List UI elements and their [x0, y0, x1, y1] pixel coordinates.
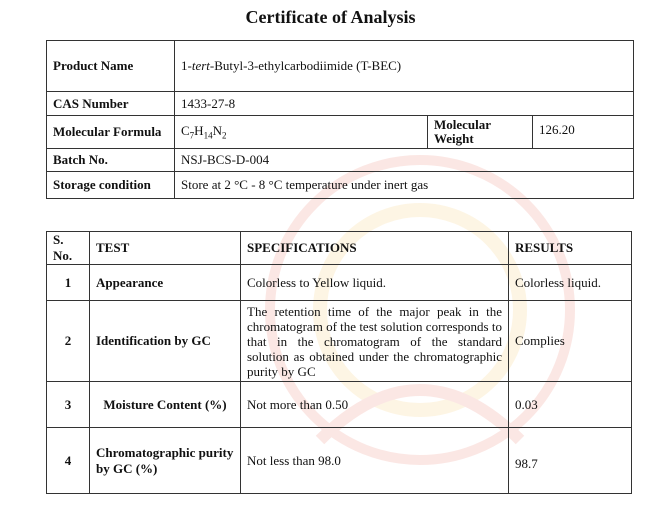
row-sno: 2: [47, 301, 90, 382]
row-result: 0.03: [509, 382, 632, 428]
product-italic: tert: [191, 58, 210, 73]
product-name-label: Product Name: [47, 41, 175, 92]
row-result: 98.7: [509, 428, 632, 494]
table-row: [47, 301, 632, 382]
formula-value: [175, 116, 428, 149]
product-suffix: -Butyl-3-ethylcarbodiimide (T-BEC): [209, 58, 402, 73]
row-test: Chromatographic purity by GC (%): [90, 428, 241, 494]
formula-row: [47, 116, 634, 149]
formula-label: Molecular Formula: [47, 116, 175, 149]
tests-header-row: [47, 232, 632, 265]
formula-n: N: [212, 123, 222, 139]
row-test: Moisture Content (%): [90, 382, 241, 428]
product-prefix: 1-: [181, 58, 192, 73]
row-sno: 4: [47, 428, 90, 494]
formula-h: H: [194, 123, 204, 139]
page-title: Certificate of Analysis: [245, 7, 416, 27]
table-row: [47, 428, 632, 494]
row-sno: 3: [47, 382, 90, 428]
storage-row: [47, 172, 634, 199]
weight-value: 126.20: [533, 116, 634, 149]
table-row: [47, 382, 632, 428]
table-row: [47, 265, 632, 301]
row-test: Appearance: [90, 265, 241, 301]
row-result: Colorless liquid.: [509, 265, 632, 301]
tests-table: [46, 231, 632, 494]
row-spec: Not more than 0.50: [241, 382, 509, 428]
storage-label: Storage condition: [47, 172, 175, 199]
product-name-value: [175, 41, 634, 92]
product-row: [47, 41, 634, 92]
header-sno: S. No.: [47, 232, 90, 265]
row-spec: Colorless to Yellow liquid.: [241, 265, 509, 301]
header-results: RESULTS: [509, 232, 632, 265]
formula-c-sub: 7: [189, 130, 195, 141]
cas-value: 1433-27-8: [175, 92, 634, 116]
batch-label: Batch No.: [47, 149, 175, 172]
product-info-table: [46, 40, 634, 199]
row-sno: 1: [47, 265, 90, 301]
weight-label: Molecular Weight: [428, 116, 533, 149]
formula-c: C: [181, 123, 190, 139]
row-spec: Not less than 98.0: [241, 428, 509, 494]
batch-row: [47, 149, 634, 172]
row-result: Complies: [509, 301, 632, 382]
batch-value: NSJ-BCS-D-004: [175, 149, 634, 172]
row-spec: The retention time of the major peak in the chromatogram of the test solution corresponds to that in the chromatogram of the standard solution as obtained under the chromatographic purity by GC: [241, 301, 509, 382]
formula-n-sub: 2: [221, 130, 227, 141]
row-test: Identification by GC: [90, 301, 241, 382]
cas-row: [47, 92, 634, 116]
storage-value: Store at 2 °C - 8 °C temperature under inert gas: [175, 172, 634, 199]
header-test: TEST: [90, 232, 241, 265]
cas-label: CAS Number: [47, 92, 175, 116]
header-spec: SPECIFICATIONS: [241, 232, 509, 265]
formula-h-sub: 14: [203, 130, 213, 141]
